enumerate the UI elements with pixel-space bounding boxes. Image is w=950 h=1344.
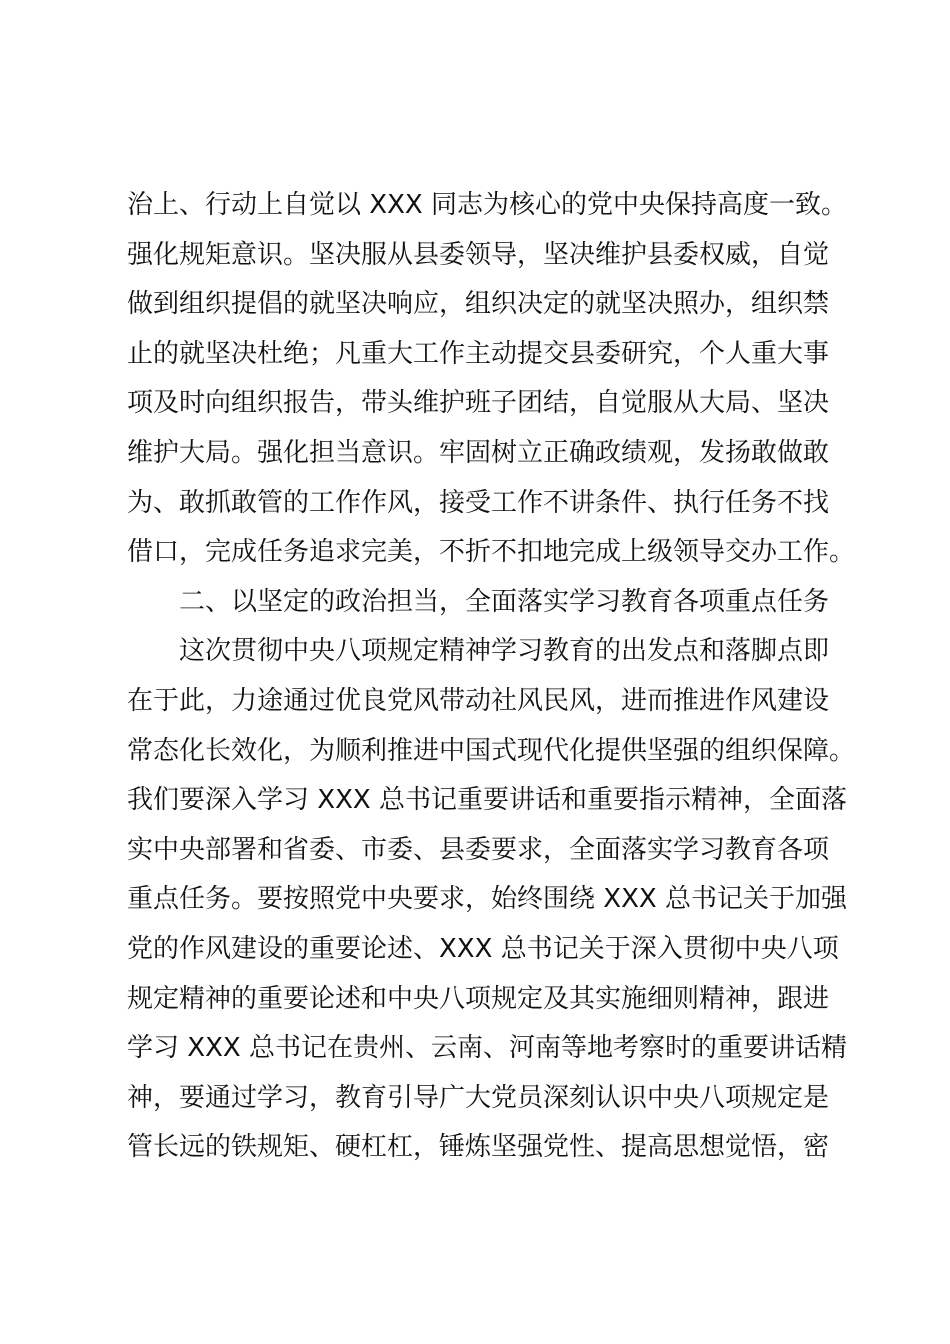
text-line: 止的就坚决杜绝；凡重大工作主动提交县委研究，个人重大事 — [127, 338, 830, 369]
text-line: 神，要通过学习，教育引导广大党员深刻认识中央八项规定是 — [127, 1082, 830, 1113]
text-line: 党的作风建设的重要论述、XXX 总书记关于深入贯彻中央八项 — [127, 933, 839, 964]
paragraph-start-line: 这次贯彻中央八项规定精神学习教育的出发点和落脚点即 — [179, 636, 830, 667]
text-line: 做到组织提倡的就坚决响应，组织决定的就坚决照办，组织禁 — [127, 289, 830, 320]
section-heading: 二、以坚定的政治担当，全面落实学习教育各项重点任务 — [179, 586, 830, 617]
text-line: 实中央部署和省委、市委、县委要求，全面落实学习教育各项 — [127, 834, 830, 865]
text-line: 管长远的铁规矩、硬杠杠，锤炼坚强党性、提高思想觉悟，密 — [127, 1132, 830, 1163]
text-line: 治上、行动上自觉以 XXX 同志为核心的党中央保持高度一致。 — [127, 190, 847, 220]
text-line: 维护大局。强化担当意识。牢固树立正确政绩观，发扬敢做敢 — [127, 437, 830, 468]
text-line: 为、敢抓敢管的工作作风，接受工作不讲条件、执行任务不找 — [127, 487, 830, 518]
text-line: 我们要深入学习 XXX 总书记重要讲话和重要指示精神，全面落 — [127, 785, 847, 816]
text-line: 规定精神的重要论述和中央八项规定及其实施细则精神，跟进 — [127, 983, 830, 1014]
text-line: 重点任务。要按照党中央要求，始终围绕 XXX 总书记关于加强 — [127, 884, 847, 915]
text-line: 常态化长效化，为顺利推进中国式现代化提供坚强的组织保障。 — [127, 735, 856, 766]
text-line: 强化规矩意识。坚决服从县委领导，坚决维护县委权威，自觉 — [127, 239, 830, 270]
body-text — [127, 181, 856, 1173]
text-line: 学习 XXX 总书记在贵州、云南、河南等地考察时的重要讲话精 — [127, 1033, 847, 1064]
text-line: 项及时向组织报告，带头维护班子团结，自觉服从大局、坚决 — [127, 388, 830, 419]
text-line: 在于此，力途通过优良党风带动社风民风，进而推进作风建设 — [127, 685, 830, 716]
text-line: 借口，完成任务追求完美，不折不扣地完成上级领导交办工作。 — [127, 537, 856, 568]
